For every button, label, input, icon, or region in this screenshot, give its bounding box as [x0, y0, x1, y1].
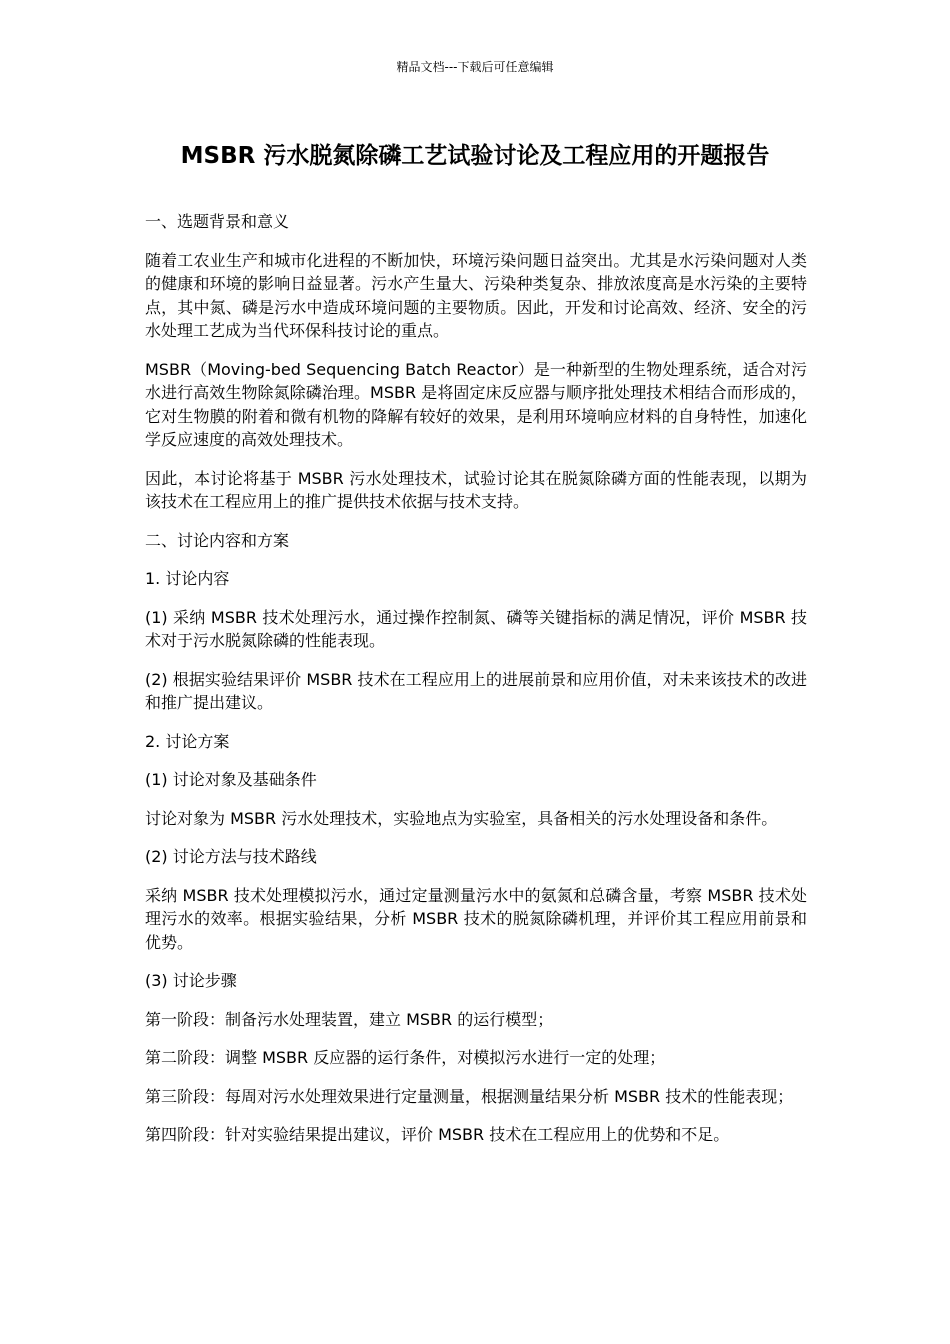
- stage-3: 第三阶段：每周对污水处理效果进行定量测量，根据测量结果分析 MSBR 技术的性能表现；: [145, 1086, 794, 1106]
- plan-item-2-heading: (2) 讨论方法与技术路线: [145, 847, 317, 866]
- content-item-1: (1) 采纳 MSBR 技术处理污水，通过操作控制氮、磷等关键指标的满足情况，评价 MSBR 技术对于污水脱氮除磷的性能表现。: [145, 607, 807, 650]
- document-body: [145, 210, 807, 1162]
- plan-item-2-text: 采纳 MSBR 技术处理模拟污水，通过定量测量污水中的氨氮和总磷含量，考察 MSBR 技术处理污水的效率。根据实验结果，分析 MSBR 技术的脱氮除磷机理，并评价其工程应用前景和优势。: [145, 885, 807, 952]
- plan-item-3-heading: (3) 讨论步骤: [145, 971, 237, 990]
- paragraph-background: 随着工农业生产和城市化进程的不断加快，环境污染问题日益突出。尤其是水污染问题对人类的健康和环境的影响日益显著。污水产生量大、污染种类复杂、排放浓度高是水污染的主要特点，其中氮、磷是污水中造成环境问题的主要物质。因此，开发和讨论高效、经济、安全的污水处理工艺成为当代环保科技讨论的重点。: [145, 250, 807, 340]
- plan-item-1-text: 讨论对象为 MSBR 污水处理技术，实验地点为实验室，具备相关的污水处理设备和条件。: [145, 808, 778, 828]
- section-heading-background: 一、选题背景和意义: [145, 212, 290, 231]
- paragraph-purpose: 因此，本讨论将基于 MSBR 污水处理技术，试验讨论其在脱氮除磷方面的性能表现，以期为该技术在工程应用上的推广提供技术依据与技术支持。: [145, 468, 807, 511]
- content-item-2: (2) 根据实验结果评价 MSBR 技术在工程应用上的进展前景和应用价值，对未来该技术的改进和推广提出建议。: [145, 669, 807, 712]
- document-title: MSBR 污水脱氮除磷工艺试验讨论及工程应用的开题报告: [180, 143, 770, 169]
- stage-4: 第四阶段：针对实验结果提出建议，评价 MSBR 技术在工程应用上的优势和不足。: [145, 1125, 730, 1144]
- paragraph-msbr-intro: MSBR（Moving-bed Sequencing Batch Reactor）是一种新型的生物处理系统，适合对污水进行高效生物除氮除磷治理。MSBR 是将固定床反应器与顺序批处理技术相结合而形成的，它对生物膜的附着和微有机物的降解有较好的效果，是利用环境响应材料的自身特性，加速化学反应速度的高效处理技术。: [145, 359, 807, 449]
- stage-2: 第二阶段：调整 MSBR 反应器的运行条件，对模拟污水进行一定的处理；: [145, 1048, 666, 1067]
- header-note: 精品文档---下载后可任意编辑: [396, 60, 554, 74]
- subheading-plan: 2. 讨论方案: [145, 731, 230, 751]
- subheading-content: 1. 讨论内容: [145, 569, 230, 588]
- plan-item-1-heading: (1) 讨论对象及基础条件: [145, 770, 317, 789]
- section-heading-content-plan: 二、讨论内容和方案: [145, 530, 290, 550]
- stage-1: 第一阶段：制备污水处理装置，建立 MSBR 的运行模型；: [145, 1009, 554, 1029]
